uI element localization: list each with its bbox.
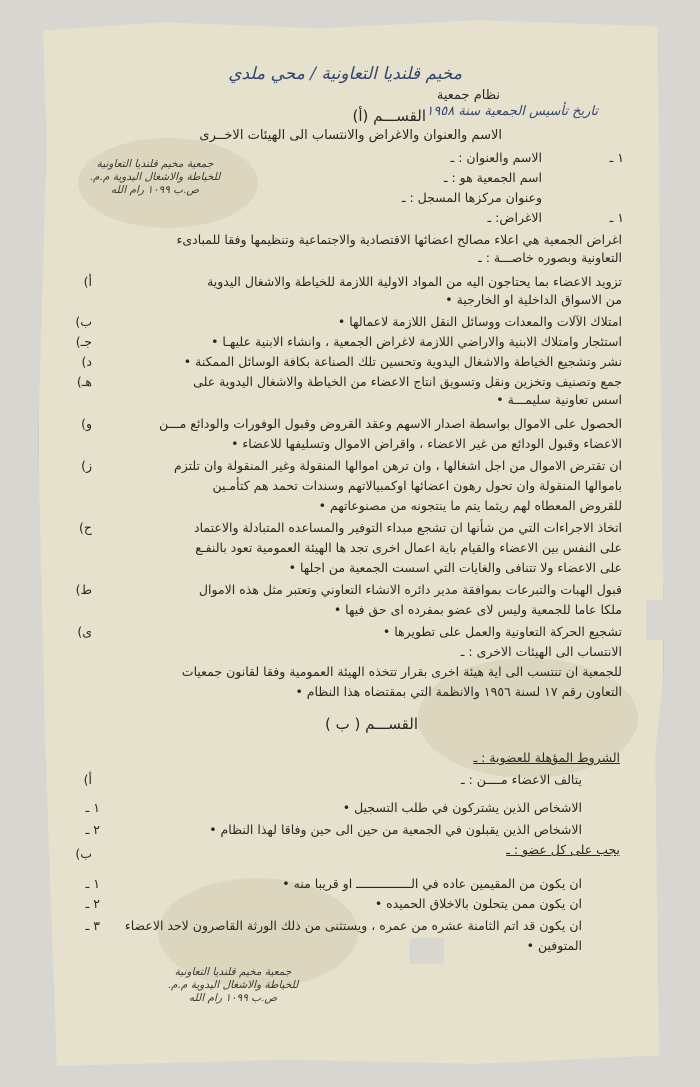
stamp-line-3: ص.ب ١٠٩٩ رام الله bbox=[188, 992, 278, 1004]
section-a-subtitle: الاسم والعنوان والاغراض والانتساب الى الهيئات الاخــرى bbox=[199, 128, 502, 143]
clause-z-text: ان تقترض الاموال من اجل اشغالها ، وان ترهن اموالها المنقولة وغير المنقولة وان تلتزم bbox=[174, 458, 622, 473]
clause-h-text: جمع وتصنيف وتخزين ونقل وتسويق انتاج الاعضاء من الخياطة والاشغال اليدوية على bbox=[193, 374, 622, 389]
item-number: ١ ـ bbox=[85, 876, 100, 891]
item-number: ١ ـ bbox=[609, 210, 624, 225]
clause-letter: ط) bbox=[75, 582, 92, 597]
condition-3: ان يكون قد اتم الثامنة عشره من عمره ، ويستثنى من ذلك الورثة القاصرون لاحد الاعضاء bbox=[124, 918, 582, 933]
name-address-heading: الاسم والعنوان : ـ bbox=[450, 150, 542, 165]
clause-letter: جـ) bbox=[75, 334, 92, 349]
handwritten-founding-date: تاريخ تأسيس الجمعية سنة ١٩٥٨ bbox=[426, 104, 598, 119]
stamp-line-2: للخياطة والاشغال اليدوية م.م. bbox=[167, 979, 299, 991]
clause-b-text: امتلاك الآلات والمعدات ووسائل النقل اللازمة لاعمالها • bbox=[337, 314, 622, 329]
clause-letter: ح) bbox=[79, 520, 92, 535]
clause-j-text: استئجار وامتلاك الابنية والاراضي اللازمة لاغراض الجمعية ، وانشاء الابنية عليهـا • bbox=[211, 334, 622, 349]
members-consist-label: يتالف الاعضاء مــــن : ـ bbox=[460, 772, 582, 787]
clause-letter: أ) bbox=[83, 772, 92, 787]
purposes-intro: اغراض الجمعية هي اعلاء مصالح اعضائها الاقتصادية والاجتماعية وتنظيمها وفقا للمبادىء bbox=[176, 232, 622, 247]
member-type-2: الاشخاص الذين يقبلون في الجمعية من حين الى حين وفاقا لهذا النظام • bbox=[209, 822, 582, 837]
clause-w-text: الحصول على الاموال بواسطة اصدار الاسهم وعقد القروض وقبول الوفورات والودائع مـــن bbox=[159, 416, 622, 431]
affiliation-heading: الانتساب الى الهيئات الاخرى : ـ bbox=[460, 644, 622, 659]
stamp-line-1: جمعية مخيم قلنديا التعاونية bbox=[96, 158, 214, 170]
clause-h2-text: اتخاذ الاجراءات التي من شأنها ان تشجع مبداء التوفير والمساعده المتبادلة والاعتماد bbox=[194, 520, 622, 535]
section-b-label: القســـم ( ب ) bbox=[324, 715, 418, 733]
item-number: ٣ ـ bbox=[85, 918, 100, 933]
purposes-heading: الاغراض: ـ bbox=[487, 210, 542, 225]
stamp-line-3: ص.ب ١٠٩٩ رام الله bbox=[110, 184, 200, 196]
purposes-intro-2: التعاونية وبصوره خاصـــة : ـ bbox=[478, 250, 622, 265]
item-number: ٢ ـ bbox=[85, 822, 100, 837]
clause-t-text-2: ملكا عاما للجمعية وليس لاى عضو بمفرده اى حق فيها • bbox=[333, 602, 622, 617]
member-type-1: الاشخاص الذين يشتركون في طلب التسجيل • bbox=[342, 800, 582, 815]
clause-t-text: قبول الهبات والتبرعات بموافقة مدير دائره الانشاء التعاوني وتعتبر مثل هذه الاموال bbox=[198, 582, 622, 597]
clause-h-text-2: اسس تعاونية سليمـــة • bbox=[496, 392, 622, 407]
clause-z-text-3: للقروض المعطاه لهم ريثما يتم ما ينتجونه من مصنوعاتهم • bbox=[318, 498, 622, 513]
affiliation-text-2: التعاون رقم ١٧ لسنة ١٩٥٦ والانظمة التي بمقتضاه هذا النظام • bbox=[295, 684, 622, 699]
item-number: ٢ ـ bbox=[85, 896, 100, 911]
clause-letter: ب) bbox=[75, 314, 92, 329]
clause-y-text: تشجيع الحركة التعاونية والعمل على تطويرها • bbox=[382, 624, 622, 639]
clause-letter: ب) bbox=[75, 846, 92, 861]
section-a-label: القســـم (أ) bbox=[352, 107, 426, 125]
clause-h2-text-3: على الاعضاء ولا تتنافى والغايات التي اسست الجمعية من اجلها • bbox=[288, 560, 622, 575]
clause-letter: ز) bbox=[81, 458, 92, 473]
clause-d-text: نشر وتشجيع الخياطة والاشغال اليدوية وتحسين تلك الصناعة بكافة الوسائل الممكنة • bbox=[183, 354, 622, 369]
system-label: نظام جمعية bbox=[436, 88, 500, 103]
item-number: ١ ـ bbox=[609, 150, 624, 165]
item-number: ١ ـ bbox=[85, 800, 100, 815]
stamp-line-1: جمعية مخيم قلنديا التعاونية bbox=[174, 966, 292, 978]
condition-2: ان يكون ممن يتحلون بالاخلاق الحميده • bbox=[374, 896, 582, 911]
clause-letter: و) bbox=[81, 416, 92, 431]
clause-letter: أ) bbox=[83, 274, 92, 289]
stamp-line-2: للخياطة والاشغال اليدوية م.م. bbox=[89, 171, 221, 183]
clause-w-text-2: الاعضاء وقبول الودائع من غير الاعضاء ، واقراض الاموال وتسليفها للاعضاء • bbox=[231, 436, 622, 451]
registered-office-label: وعنوان مركزها المسجل : ـ bbox=[401, 190, 542, 205]
clause-a-text-2: من الاسواق الداخلية او الخارجية • bbox=[445, 292, 622, 307]
clause-a-text: تزويد الاعضاء بما يحتاجون اليه من المواد الاولية اللازمة للخياطة والاشغال اليدوية bbox=[207, 274, 622, 289]
clause-letter: د) bbox=[81, 354, 92, 369]
condition-3-continued: المتوفين • bbox=[526, 938, 582, 953]
each-member-heading: يجب على كل عضو : ـ bbox=[506, 842, 620, 857]
handwritten-society-name: مخيم قلنديا التعاونية / محي ملدي bbox=[228, 64, 462, 84]
society-stamp bbox=[80, 158, 230, 197]
conditions-heading: الشروط المؤهلة للعضوية : ـ bbox=[473, 750, 620, 765]
clause-letter: ى) bbox=[77, 624, 92, 639]
clause-letter: هـ) bbox=[76, 374, 92, 389]
society-name-label: اسم الجمعية هو : ـ bbox=[443, 170, 542, 185]
clause-z-text-2: باموالها المنقولة وان تحول رهون اعضائها اوكمبيالاتهم وسندات تحمد هم كتأمـين bbox=[212, 478, 622, 493]
affiliation-text: للجمعية ان تنتسب الى اية هيئة اخرى بقرار تتخذه الهيئة العمومية وفقا لقانون جمعيات bbox=[181, 664, 622, 679]
clause-h2-text-2: على النفس بين الاعضاء والقيام باية اعمال اخرى تجد ها الهيئة العمومية تعود بالنفـع bbox=[195, 540, 622, 555]
condition-1: ان يكون من المقيمين عاده في الـــــــــــــــ او قريبا منه • bbox=[282, 876, 582, 891]
society-stamp-bottom bbox=[158, 966, 308, 1005]
